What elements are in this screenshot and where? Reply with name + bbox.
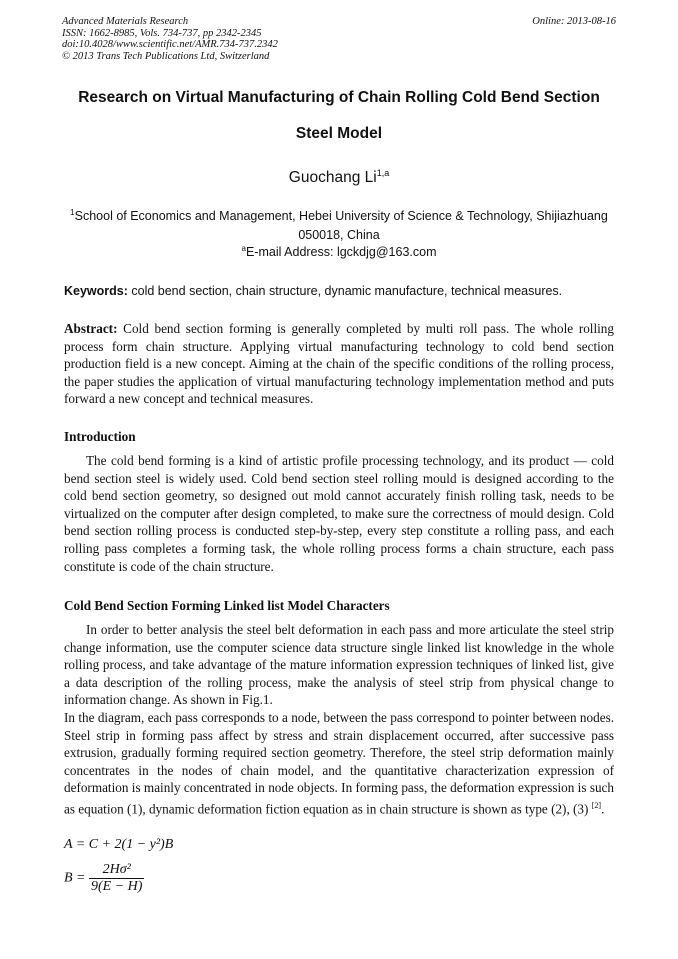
equation-2-denominator: 9(E − H) <box>91 879 143 894</box>
citation-ref: [2] <box>591 800 602 810</box>
equation-2-numerator: 2Hσ² <box>89 862 144 879</box>
equation-2-fraction <box>89 862 144 895</box>
section2-para2 <box>64 709 614 818</box>
paper-title-line1: Research on Virtual Manufacturing of Chain Rolling Cold Bend Section <box>78 89 600 106</box>
section2-para1: In order to better analysis the steel belt deformation in each pass and more articulate the steel strip change information, use the computer science data structure single linked list knowledge in the whole rolling process, and take advantage of the mature information expression techniques of linked list, give a data description of the rolling process, make the analysis of steel strip from physical change to information change. As shown in Fig.1. <box>64 622 614 708</box>
section2-para2-text: In the diagram, each pass corresponds to a node, between the pass correspond to pointer between nodes. Steel strip in forming pass affect by stress and strain displacement occurred, after successive pass extrusion, gradually forming required section geometry. Therefore, the steel strip deformation mainly concentrates in the nodes of chain model, and the quantitative characterization expression of deformation is mainly concentrated in node objects. In forming pass, the deformation expression is such as equation (1), dynamic deformation fiction equation as in chain structure is shown as type (2), (3) <box>64 710 614 817</box>
keywords-text: cold bend section, chain structure, dynamic manufacture, technical measures. <box>127 284 563 298</box>
keywords <box>64 284 614 298</box>
equation-2 <box>64 862 144 895</box>
email <box>0 244 678 259</box>
online-date: Online: 2013-08-16 <box>532 16 616 27</box>
doi-line: doi:10.4028/www.scientific.net/AMR.734-737.2342 <box>62 39 278 51</box>
author-sup: 1,a <box>376 168 390 178</box>
affiliation <box>62 203 616 245</box>
abstract-text: Cold bend section forming is generally completed by multi roll pass. The whole rolling process form chain structure. Applying virtual manufacturing technology to cold bend section production field is a new concept. Aiming at the chain of the specific conditions of the rolling process, the paper studies the application of virtual manufacturing technology implementation method and puts forward a new concept and technical measures. <box>64 321 614 407</box>
email-text: E-mail Address: lgckdjg@163.com <box>245 245 437 260</box>
introduction-text: The cold bend forming is a kind of artistic profile processing technology, and its product — cold bend section steel is widely used. Cold bend section steel rolling mould is designed according to the cold bend section geometry, so designed out mold cannot accurately finish rolling task, needs to be virtualized on the computer after design completed, to make sure the correctness of mould design. Cold bend section rolling process is conducted step-by-step, every step constitute a rolling pass, and each rolling pass completes a forming task, the whole rolling process forms a chain structure, each pass constitute is code of the chain structure. <box>64 453 614 574</box>
keywords-label: Keywords: <box>64 284 128 298</box>
equation-1: A = C + 2(1 − y²)B <box>64 837 174 852</box>
copyright-line: © 2013 Trans Tech Publications Ltd, Switzerland <box>62 50 270 62</box>
section2-para2-end: . <box>601 801 605 817</box>
journal-header <box>62 16 616 62</box>
issn-line: ISSN: 1662-8985, Vols. 734-737, pp 2342-2345 <box>62 27 262 39</box>
introduction-heading: Introduction <box>64 429 136 444</box>
author-name: Guochang Li <box>288 169 377 187</box>
section2-heading: Cold Bend Section Forming Linked list Model Characters <box>64 598 390 613</box>
equation-2-lhs: B = <box>64 870 86 886</box>
paper-title-line2: Steel Model <box>295 125 383 142</box>
email-sup: a <box>241 244 246 253</box>
author <box>0 168 678 187</box>
journal-name: Advanced Materials Research <box>62 16 189 27</box>
affiliation-sup: 1 <box>70 208 75 217</box>
affiliation-text: School of Economics and Management, Hebei University of Science & Technology, Shijiazhuang 050018, China <box>74 209 608 243</box>
abstract-label: Abstract: <box>64 321 118 336</box>
abstract <box>64 320 614 408</box>
